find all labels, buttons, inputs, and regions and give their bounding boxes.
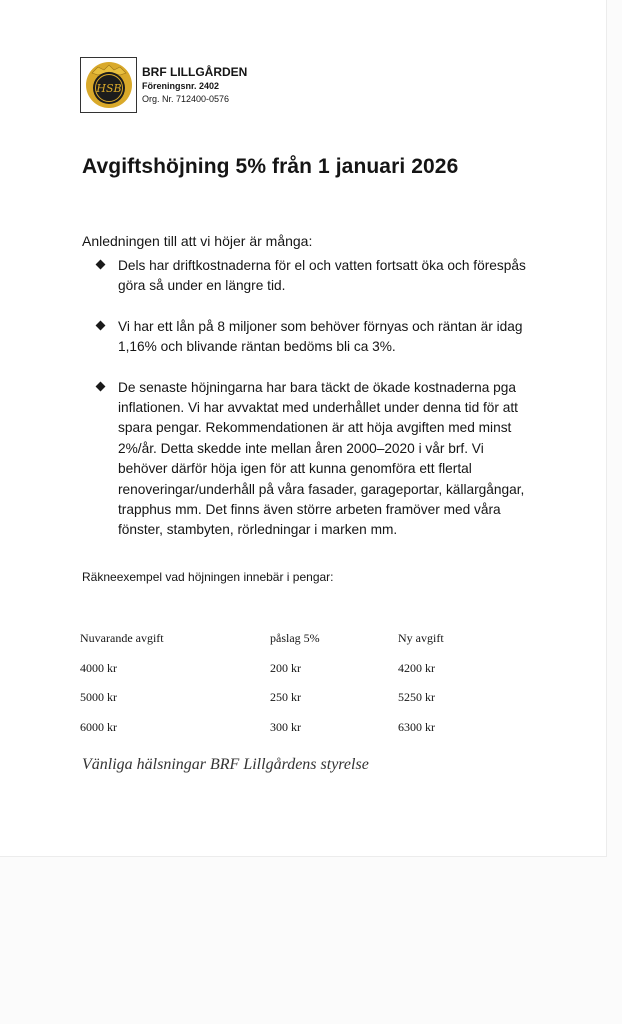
table-cell: 4000 kr [80,660,117,675]
forening-number: Föreningsnr. 2402 [142,81,220,91]
org-number: Org. Nr. 712400-0576 [142,94,230,104]
table-cell: 5250 kr [398,690,435,705]
reason-list [96,256,536,541]
list-item [96,256,536,297]
table-cell: 4200 kr [398,660,435,675]
org-name: BRF LILLGÅRDEN [142,65,248,79]
org-info [142,64,247,106]
fee-table [80,624,498,742]
list-item-text: Vi har ett lån på 8 miljoner som behöver förnyas och räntan är idag 1,16% och blivande räntan bedöms bli ca 3%. [118,318,523,355]
table-row [80,683,498,713]
hsb-logo-icon [84,60,134,110]
page-title: Avgiftshöjning 5% från 1 januari 2026 [82,155,459,178]
table-header: påslag 5% [270,631,320,646]
table-row [80,654,498,684]
list-item-text: De senaste höjningarna har bara täckt de ökade kostnaderna pga inflationen. Vi har avvaktat med underhållet under denna tid för att spara pengar. Rekommendationen är att höja avgiften med minst 2%/år. Detta skedde inte mellan åren 2000–2020 i vår brf. Vi behöver därför höja igen för att kunna genomföra ett flertal renoveringar/underhåll på våra fasader, garageportar, källargångar, trapphus mm. Det finns även större arbeten framöver med våra fönster, stambyten, rörledningar i marken mm. [118,379,525,538]
table-cell: 6000 kr [80,719,117,734]
intro-text: Anledningen till att vi höjer är många: [82,233,313,249]
logo-text: HSB [95,82,122,95]
table-cell: 200 kr [270,660,301,675]
signature: Vänliga hälsningar BRF Lillgårdens styrelse [82,756,369,773]
table-cell: 6300 kr [398,719,435,734]
list-item-text: Dels har driftkostnaderna för el och vatten fortsatt öka och förespås göra så under en längre tid. [118,258,526,294]
table-cell: 300 kr [270,719,301,734]
calc-intro: Räkneexempel vad höjningen innebär i pengar: [82,570,334,584]
list-item [96,378,536,541]
diamond-bullet-icon [96,260,106,270]
list-item [96,317,536,358]
table-header: Nuvarande avgift [80,631,164,646]
table-header-row [80,624,498,654]
table-row [80,713,498,743]
hsb-logo-box [80,57,137,113]
diamond-bullet-icon [96,381,106,391]
table-cell: 250 kr [270,690,301,705]
table-cell: 5000 kr [80,690,117,705]
table-header: Ny avgift [398,631,444,646]
diamond-bullet-icon [96,320,106,330]
